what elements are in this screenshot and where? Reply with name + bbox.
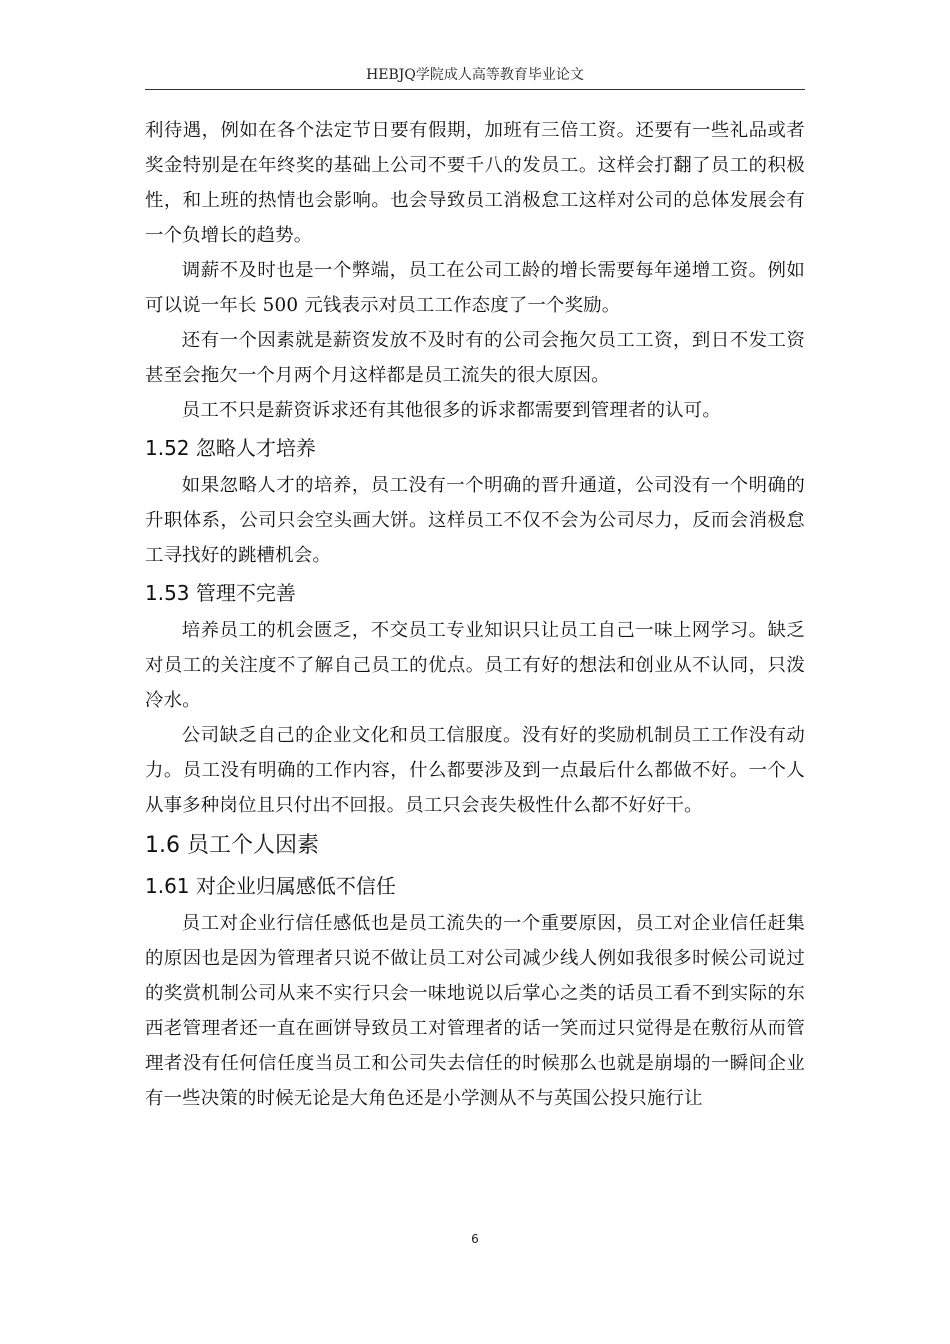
section-heading-1-52: 1.52 忽略人才培养 xyxy=(145,436,316,460)
section-heading-1-53: 1.53 管理不完善 xyxy=(145,581,296,605)
paragraph-other-demands: 员工不只是薪资诉求还有其他很多的诉求都需要到管理者的认可。 xyxy=(181,400,721,421)
paragraph-continued: 利待遇，例如在各个法定节日要有假期，加班有三倍工资。还要有一些礼品或者奖金特别是在年终奖的基础上公司不要千八的发员工。这样会打翻了员工的积极性，和上班的热情也会影响。也会导致员工消极怠工这样对公司的总体发展会有一个负增长的趋势。 xyxy=(145,120,805,246)
page-number: 6 xyxy=(471,1232,479,1246)
page-body xyxy=(145,113,805,1116)
paragraph-late-payment: 还有一个因素就是薪资发放不及时有的公司会拖欠员工工资，到日不发工资甚至会拖欠一个月两个月这样都是员工流失的很大原因。 xyxy=(145,330,805,386)
running-header-title: HEBJQ学院成人高等教育毕业论文 xyxy=(366,67,584,83)
section-heading-1-6: 1.6 员工个人因素 xyxy=(145,833,319,858)
paragraph-talent-training: 如果忽略人才的培养，员工没有一个明确的晋升通道，公司没有一个明确的升职体系，公司只会空头画大饼。这样员工不仅不会为公司尽力，反而会消极怠工寻找好的跳槽机会。 xyxy=(145,475,805,566)
section-heading-1-61: 1.61 对企业归属感低不信任 xyxy=(145,874,396,898)
header-divider xyxy=(145,89,805,90)
paragraph-salary-adjustment: 调薪不及时也是一个弊端，员工在公司工龄的增长需要每年递增工资。例如可以说一年长 500 元钱表示对员工工作态度了一个奖励。 xyxy=(145,260,805,316)
paragraph-training-lack: 培养员工的机会匮乏，不交员工专业知识只让员工自己一味上网学习。缺乏对员工的关注度不了解自己员工的优点。员工有好的想法和创业从不认同，只泼冷水。 xyxy=(145,620,805,711)
paragraph-company-culture: 公司缺乏自己的企业文化和员工信服度。没有好的奖励机制员工工作没有动力。员工没有明确的工作内容，什么都要涉及到一点最后什么都做不好。一个人从事多种岗位且只付出不回报。员工只会丧失极性什么都不好好干。 xyxy=(145,725,805,816)
paragraph-trust: 员工对企业行信任感低也是员工流失的一个重要原因，员工对企业信任赶集的原因也是因为管理者只说不做让员工对公司减少线人例如我很多时候公司说过的奖赏机制公司从来不实行只会一味地说以后掌心之类的话员工看不到实际的东西老管理者还一直在画饼导致员工对管理者的话一笑而过只觉得是在敷衍从而管理者没有任何信任度当员工和公司失去信任的时候那么也就是崩塌的一瞬间企业有一些决策的时候无论是大角色还是小学测从不与英国公投只施行让 xyxy=(145,913,805,1109)
